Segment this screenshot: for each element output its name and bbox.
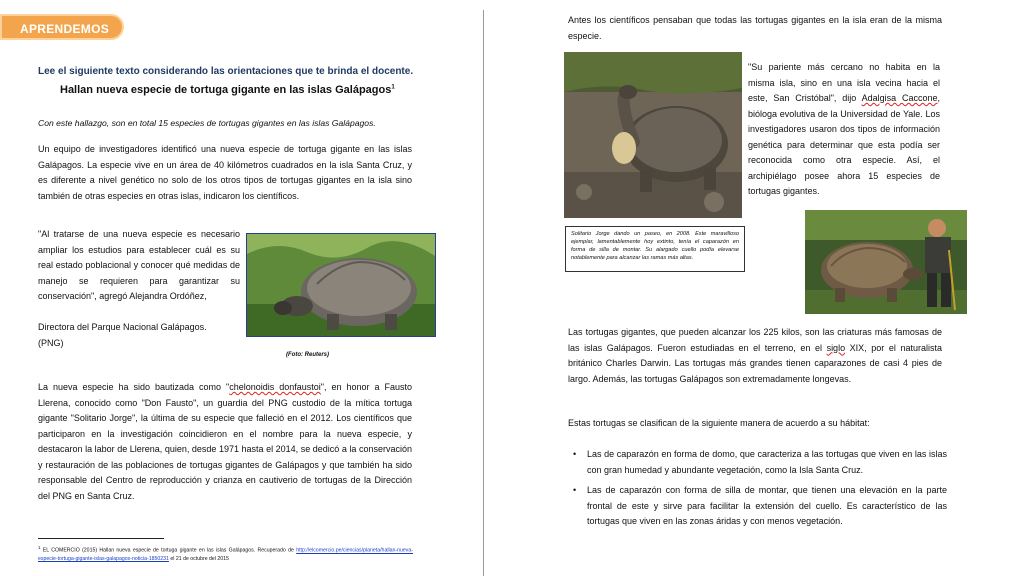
intro-paragraph: Antes los científicos pensaban que todas las tortugas gigantes en la isla eran de la misma especie. [568, 15, 942, 41]
article-title [60, 84, 395, 96]
paragraph-1: Un equipo de investigadores identificó una nueva especie de tortuga gigante en las islas Galápagos. La especie vive en un área de 40 kilómetros cuadrados en la isla Santa Cruz, y es diferente a nivel genético no solo de los otros tipos de tortugas gigantes en la isla sino también de otras especies en otras islas, indicaron los científicos. [38, 144, 412, 201]
list-item-text: Las de caparazón con forma de silla de montar, que tienen una elevación en la parte frontal de este y sirve para facilitar la extensión del cuello. Es característico de las tortugas que viven en las zonas áridas y con menos vegetación. [587, 485, 947, 526]
quote-role: Directora del Parque Nacional Galápagos. [38, 322, 207, 332]
list-item [573, 447, 947, 478]
paragraph-2-rest: ", en honor a Fausto Llerena, conocido como "Don Fausto", un guardia del PNG custodio de la mítica tortuga gigante "Solitario Jorge", la última de su especie que falleció en el 2012. Los científicos que participaron en la investigación coincidieron en el nombre para la nueva especie, y destacaron la labor de Llerena, quien, desde 1971 hasta el 2014, se dedicó a la conservación y restauración de las poblaciones de tortugas gigantes de Galápagos y que también ha sido responsable del Centro de reproducción y crianza en cautiverio de tortugas de la Dirección del PNG en Santa Cruz. [38, 382, 412, 501]
tortoise-with-person-photo [805, 210, 967, 314]
footnote-number: 1 [38, 545, 41, 550]
quote-paragraph-caccone [748, 60, 940, 200]
quote-start: "Su pariente más cercano no habita en la misma isla, sino en una isla vecina hacia el este, San Cristóbal", dijo [748, 62, 940, 103]
quote-paragraph: "Al tratarse de una nueva especie es necesario ampliar los estudios para establecer cuál es su real estado poblacional y conocer qué medidas de manejo se requieren para garantizar su conservación", agregó Alejandra Ordóñez, [38, 229, 240, 301]
footnote [38, 544, 413, 563]
page-gutter [483, 10, 484, 576]
quote-rest: , bióloga evolutiva de la Universidad de Yale. Los investigadores usaron dos tipos de información genética para determinar que esta podía ser reconocida como otra especie. Así, el archipiélago posee ahora 15 especies de tortugas gigantes. [748, 93, 941, 196]
bullet-glyph: • [573, 449, 577, 459]
footnote-link[interactable]: http://elcomercio.pe/ciencias/planeta/hallan-nueva-especie-tortuga-gigante-islas-galapagos-noticia-1850231 [38, 547, 413, 562]
list-item-text: Las de caparazón en forma de domo, que caracteriza a las tortugas que viven en las islas con gran humedad y abundante vegetación, como la Isla Santa Cruz. [587, 449, 947, 475]
left-page [0, 0, 478, 576]
paragraph-darwin [568, 325, 942, 387]
habitat-list [573, 447, 947, 535]
quote-org: (PNG) [38, 338, 64, 348]
paragraph-2-start: La nueva especie ha sido bautizada como " [38, 382, 230, 392]
footnote-rule [38, 538, 164, 539]
darwin-start: Las tortugas gigantes, que pueden alcanzar los 225 kilos, son las criaturas más famosas de las islas Galápagos. Fueron estudiadas en el terreno, en el [568, 327, 942, 353]
classification-intro: Estas tortugas se clasifican de la siguiente manera de acuerdo a su hábitat: [568, 418, 870, 428]
species-name: chelonoidis donfaustoi [229, 382, 321, 392]
footnote-ref: 1 [391, 84, 395, 91]
article-lead: Con este hallazgo, son en total 15 especies de tortugas gigantes en las islas Galápagos. [38, 118, 376, 128]
bullet-glyph: • [573, 485, 577, 495]
photo-caption-box: Solitario Jorge dando un paseo, en 2008. Este maravilloso ejemplar, lamentablemente hoy extinto, tenía el caparazón en forma de silla de montar. Su alargado cuello podía elevarse notablemente para alcanzar las ramas más altas. [565, 226, 745, 272]
footnote-date: el 21 de octubre del 2015 [170, 555, 229, 562]
tortoise-photo-1 [246, 233, 436, 337]
paragraph-2 [38, 380, 412, 504]
word-siglo: siglo [826, 342, 846, 353]
darwin-rest: XIX, por el naturalista británico Charles Darwin. Las tortugas más grandes tienen caparazones de casi 4 pies de largo. Además, las tortugas Galápagos son extremadamente longevas. [568, 342, 942, 384]
article-title-text: Hallan nueva especie de tortuga gigante en las islas Galápagos [60, 84, 392, 96]
photo-caption: (Foto: Reuters) [286, 352, 329, 358]
list-item [573, 483, 947, 530]
footnote-text: EL COMERCIO (2015) Hallan nueva especie de tortuga gigante en las islas Galápagos. Recuperado de [42, 547, 294, 554]
solitario-jorge-photo [564, 52, 742, 218]
scientist-name: Adalgisa Caccone [861, 93, 938, 103]
right-page [492, 0, 1024, 576]
section-tab-aprendemos: APRENDEMOS [0, 14, 124, 40]
instruction-text: Lee el siguiente texto considerando las orientaciones que te brinda el docente. [38, 66, 414, 77]
